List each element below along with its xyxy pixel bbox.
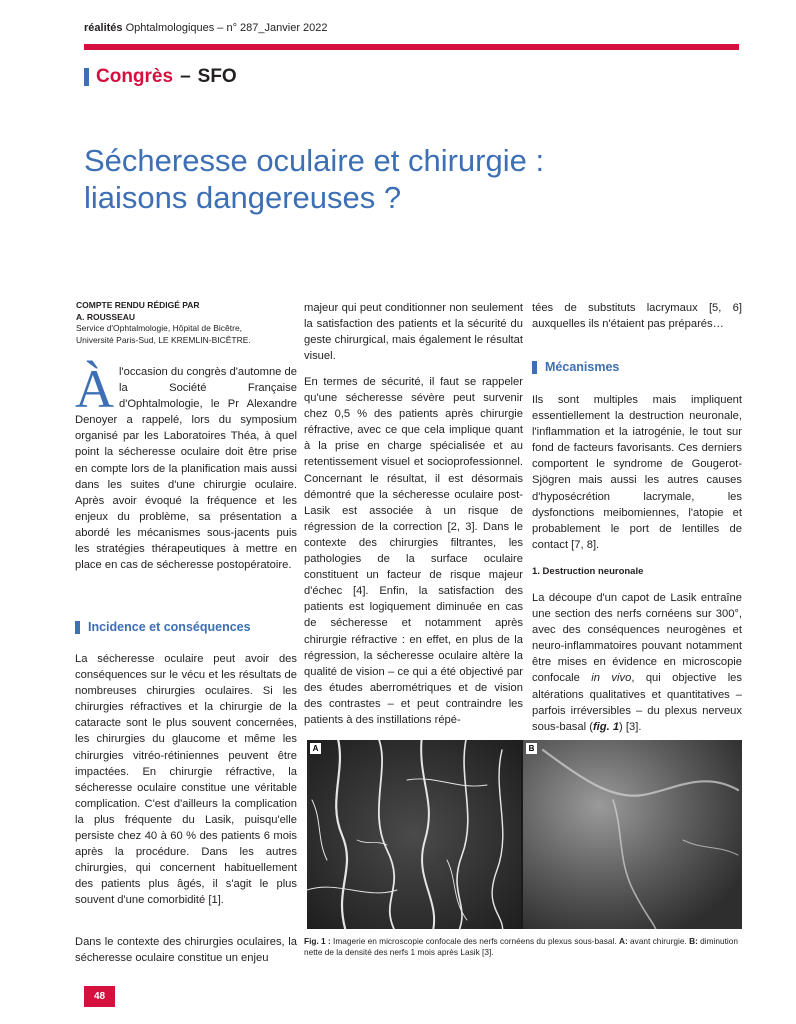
author-block bbox=[76, 300, 298, 346]
figure-panel-a bbox=[307, 740, 521, 929]
col3-text-3-italic: in vivo bbox=[591, 672, 632, 685]
rubric bbox=[84, 66, 237, 88]
author-intro: COMPTE RENDU RÉDIGÉ PAR bbox=[76, 300, 200, 310]
nerve-image-after bbox=[523, 740, 742, 929]
panel-label-a: A bbox=[310, 743, 321, 754]
section-heading-text: Mécanismes bbox=[545, 360, 620, 374]
title-line-2: liaisons dangereuses ? bbox=[84, 180, 402, 215]
col2-paragraph-2 bbox=[304, 374, 523, 728]
running-header bbox=[84, 22, 328, 34]
incidence-paragraph-2 bbox=[75, 934, 297, 966]
header-rule bbox=[84, 44, 739, 50]
rubric-sfo: SFO bbox=[197, 66, 237, 87]
lead-text: l'occasion du congrès d'automne de la Société Française d'Ophtalmologie, le Pr Alexandre Denoyer a rappelé, lors du symposium organisé par les Laboratoires Théa, à quel point la sécheresse oculaire doit être prise en compte lors de la planification mais aussi dans les suites d'une chirurgie oculaire. Après avoir évoqué la fréquence et les enjeux du problème, sa présentation a abordé les mécanismes sous-jacents puis les stratégies thérapeutiques à mettre en place en cas de sécheresse postopératoire. bbox=[75, 366, 297, 572]
caption-label: Fig. 1 : bbox=[304, 936, 331, 946]
caption-text: Imagerie en microscopie confocale des nerfs cornéens du plexus sous-basal. bbox=[330, 936, 619, 946]
section-heading-mecanismes bbox=[532, 360, 619, 374]
section-heading-incidence bbox=[75, 620, 251, 634]
rubric-marker bbox=[84, 68, 89, 86]
col3-text-2: Ils sont multiples mais impliquent essentiellement la destruction neuronale, l'inflammation et la iatrogénie, le tout sur fond de facteurs favorisants. Ces derniers comportent le syndrome de Gougerot-Sjögren mais aussi les autres causes d'hyposécrétion lacrymale, les dysfonctions meibomiennes, l'atopie et probablement le port de lentilles de contact [7, 8]. bbox=[532, 394, 742, 551]
col3-text-3c: ) [3]. bbox=[619, 720, 642, 733]
col3-paragraph-2 bbox=[532, 392, 742, 553]
col3-paragraph-3 bbox=[532, 590, 742, 735]
incidence-text-1: La sécheresse oculaire peut avoir des conséquences sur le vécu et les résultats de nombreuses chirurgies oculaires. Si les chirurgies réfractives et la chirurgie de la cataracte sont le plus souvent concernées, les chirurgies du glaucome et même les chirurgies vitréo-rétiniennes peuvent être impactées. En chirurgie réfractive, la sécheresse oculaire constitue une véritable complication. C'est d'ailleurs la complication la plus fréquente du Lasik, puisqu'elle persiste chez 40 à 60 % des patients 6 mois après la procédure. Dans les autres chirurgies, qui concernent habituellement des patients plus âgés, il s'agit le plus souvent d'une comorbidité [1]. bbox=[75, 653, 297, 907]
subheading-destruction: 1. Destruction neuronale bbox=[532, 566, 644, 577]
figure-panel-b bbox=[523, 740, 742, 929]
journal-name: réalités bbox=[84, 22, 123, 34]
col3-text-3b: , qui objective les altérations qualitatives et quantitatives – parfois irréversibles – du plexus nerveux sous-basal ( bbox=[532, 672, 743, 733]
incidence-paragraph-1 bbox=[75, 651, 297, 909]
col3-text-3 bbox=[532, 590, 742, 735]
col3-text-3a: La découpe d'un capot de Lasik entraîne une section des nerfs cornéens sur 300°, avec des conséquences neurogènes et neuro-inflammatoires pouvant notamment être mises en évidence en microscopie confocale bbox=[532, 592, 742, 685]
lead-paragraph bbox=[75, 359, 297, 573]
caption-b-text: diminution nette de la densité des nerfs 1 mois après Lasik [3]. bbox=[304, 936, 738, 957]
drop-cap: À bbox=[75, 359, 114, 419]
author-name: A. ROUSSEAU bbox=[76, 311, 136, 322]
article-title bbox=[84, 142, 724, 216]
figure-1 bbox=[306, 739, 743, 930]
author-affiliation-1: Service d'Ophtalmologie, Hôpital de Bicêtre, bbox=[76, 323, 243, 333]
issue-info: Ophtalmologiques – n° 287_Janvier 2022 bbox=[122, 22, 328, 34]
page-number: 48 bbox=[84, 986, 115, 1007]
col2-text-2: En termes de sécurité, il faut se rappeler qu'une sécheresse sévère peut survenir chez 0,5 % des patients après chirurgie réfractive, avec ce que cela implique quant à la prise en charge spécialisée et au retentissement visuel et socioprofessionnel. Concernant le résultat, il est désormais démontré que la sécheresse oculaire post-Lasik est associée à un risque de régression de la correction [2, 3]. Dans le contexte des chirurgies filtrantes, les pathologies de la surface oculaire constituent un facteur de risque majeur d'échec [4]. Enfin, la satisfaction des patients est logiquement diminuée en cas de sécheresse et notamment après chirurgie réfractive : en effet, en plus de la régression, la sécheresse oculaire altère la qualité de vision – ce qui a été objectivé par des études aberrométriques et de vision des contrastes – et peut contraindre les patients à des instillations répé- bbox=[304, 376, 523, 726]
caption-a-text: avant chirurgie. bbox=[627, 936, 690, 946]
col2-text-1: majeur qui peut conditionner non seulement la satisfaction des patients et la sécurité du geste chirurgical, mais également le résultat visuel. bbox=[304, 302, 523, 363]
section-marker bbox=[75, 621, 80, 634]
figure-caption bbox=[304, 936, 744, 958]
col2-paragraph-1 bbox=[304, 300, 523, 364]
section-heading-text: Incidence et conséquences bbox=[88, 620, 251, 634]
rubric-congres: Congrès bbox=[96, 66, 174, 87]
col3-paragraph-1 bbox=[532, 300, 742, 332]
figure-reference: fig. 1 bbox=[592, 720, 620, 733]
section-marker bbox=[532, 361, 537, 374]
panel-label-b: B bbox=[526, 743, 537, 754]
author-affiliation-2: Université Paris-Sud, LE KREMLIN-BICÊTRE. bbox=[76, 334, 251, 345]
title-line-1: Sécheresse oculaire et chirurgie : bbox=[84, 143, 545, 178]
col3-text-1: tées de substituts lacrymaux [5, 6] auxquelles ils n'étaient pas préparés… bbox=[532, 302, 742, 331]
rubric-separator: – bbox=[180, 66, 191, 87]
caption-b-label: B: bbox=[689, 936, 698, 946]
caption-a-label: A: bbox=[618, 936, 628, 946]
nerve-image-before bbox=[307, 740, 521, 929]
incidence-text-2: Dans le contexte des chirurgies oculaires, la sécheresse oculaire constitue un enjeu bbox=[75, 936, 297, 965]
